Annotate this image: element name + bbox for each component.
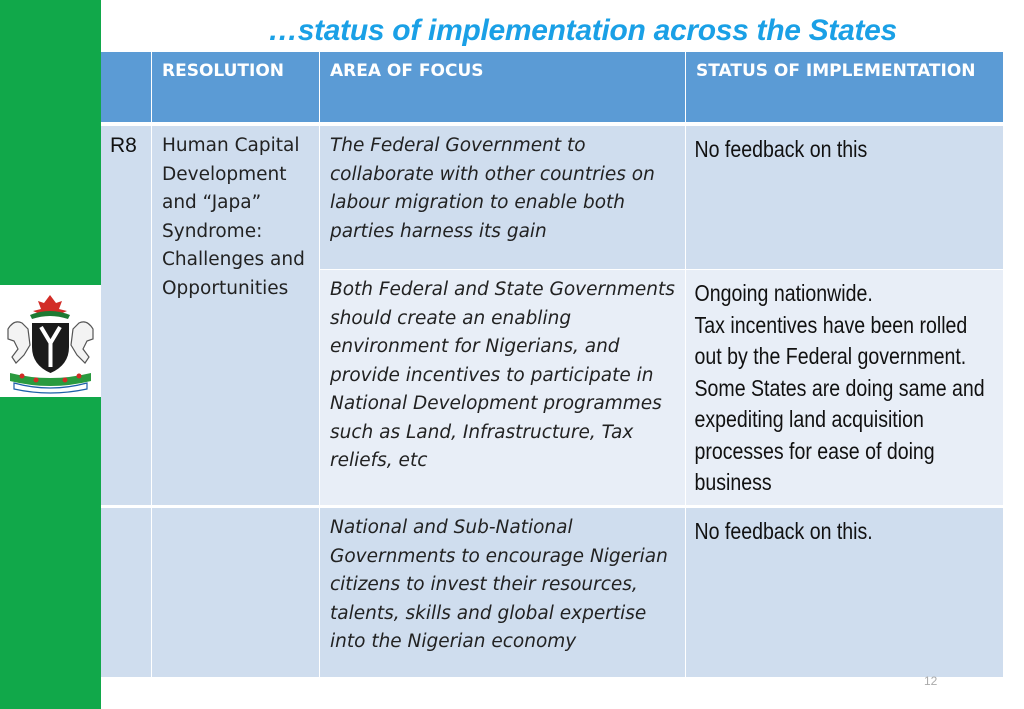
area-of-focus-text: The Federal Government to collaborate with other countries on labour migration to enable both parties harness its gain bbox=[330, 135, 655, 242]
nigeria-coat-of-arms-icon bbox=[0, 285, 101, 397]
table-row-area-of-focus bbox=[320, 508, 686, 678]
table-row-status bbox=[686, 126, 1004, 270]
status-text: Ongoing nationwide. Tax incentives have been rolled out by the Federal government. Some States are doing same and expediting land acquisition processes for ease of doing business bbox=[694, 280, 985, 495]
header-area-of-focus: AREA OF FOCUS bbox=[320, 52, 686, 123]
resolution-text: Human Capital Development and “Japa” Syndrome: Challenges and Opportunities bbox=[162, 135, 305, 299]
empty-id-cell bbox=[101, 508, 152, 678]
resolution-id: R8 bbox=[110, 134, 137, 157]
header-id-cell bbox=[101, 52, 152, 123]
page-number: 12 bbox=[924, 674, 938, 688]
table-row-status bbox=[686, 270, 1004, 507]
slide-title: …status of implementation across the States bbox=[268, 14, 897, 47]
header-status: STATUS OF IMPLEMENTATION bbox=[686, 52, 1004, 123]
table-row-area-of-focus bbox=[320, 270, 686, 507]
status-text: No feedback on this bbox=[694, 136, 868, 162]
resolution-id-cell bbox=[101, 126, 152, 507]
header-resolution: RESOLUTION bbox=[152, 52, 320, 123]
table-row-area-of-focus bbox=[320, 126, 686, 270]
area-of-focus-text: National and Sub-National Governments to encourage Nigerian citizens to invest their resources, talents, skills and global expertise into the Nigerian economy bbox=[330, 517, 668, 652]
status-text: No feedback on this. bbox=[694, 518, 873, 544]
area-of-focus-text: Both Federal and State Governments should create an enabling environment for Nigerians, and provide incentives to participate in National Development programmes such as Land, Infrastructure, Tax reliefs, etc bbox=[330, 279, 675, 471]
empty-resolution-cell bbox=[152, 508, 320, 678]
table-row-status bbox=[686, 508, 1004, 678]
resolution-cell bbox=[152, 126, 320, 507]
